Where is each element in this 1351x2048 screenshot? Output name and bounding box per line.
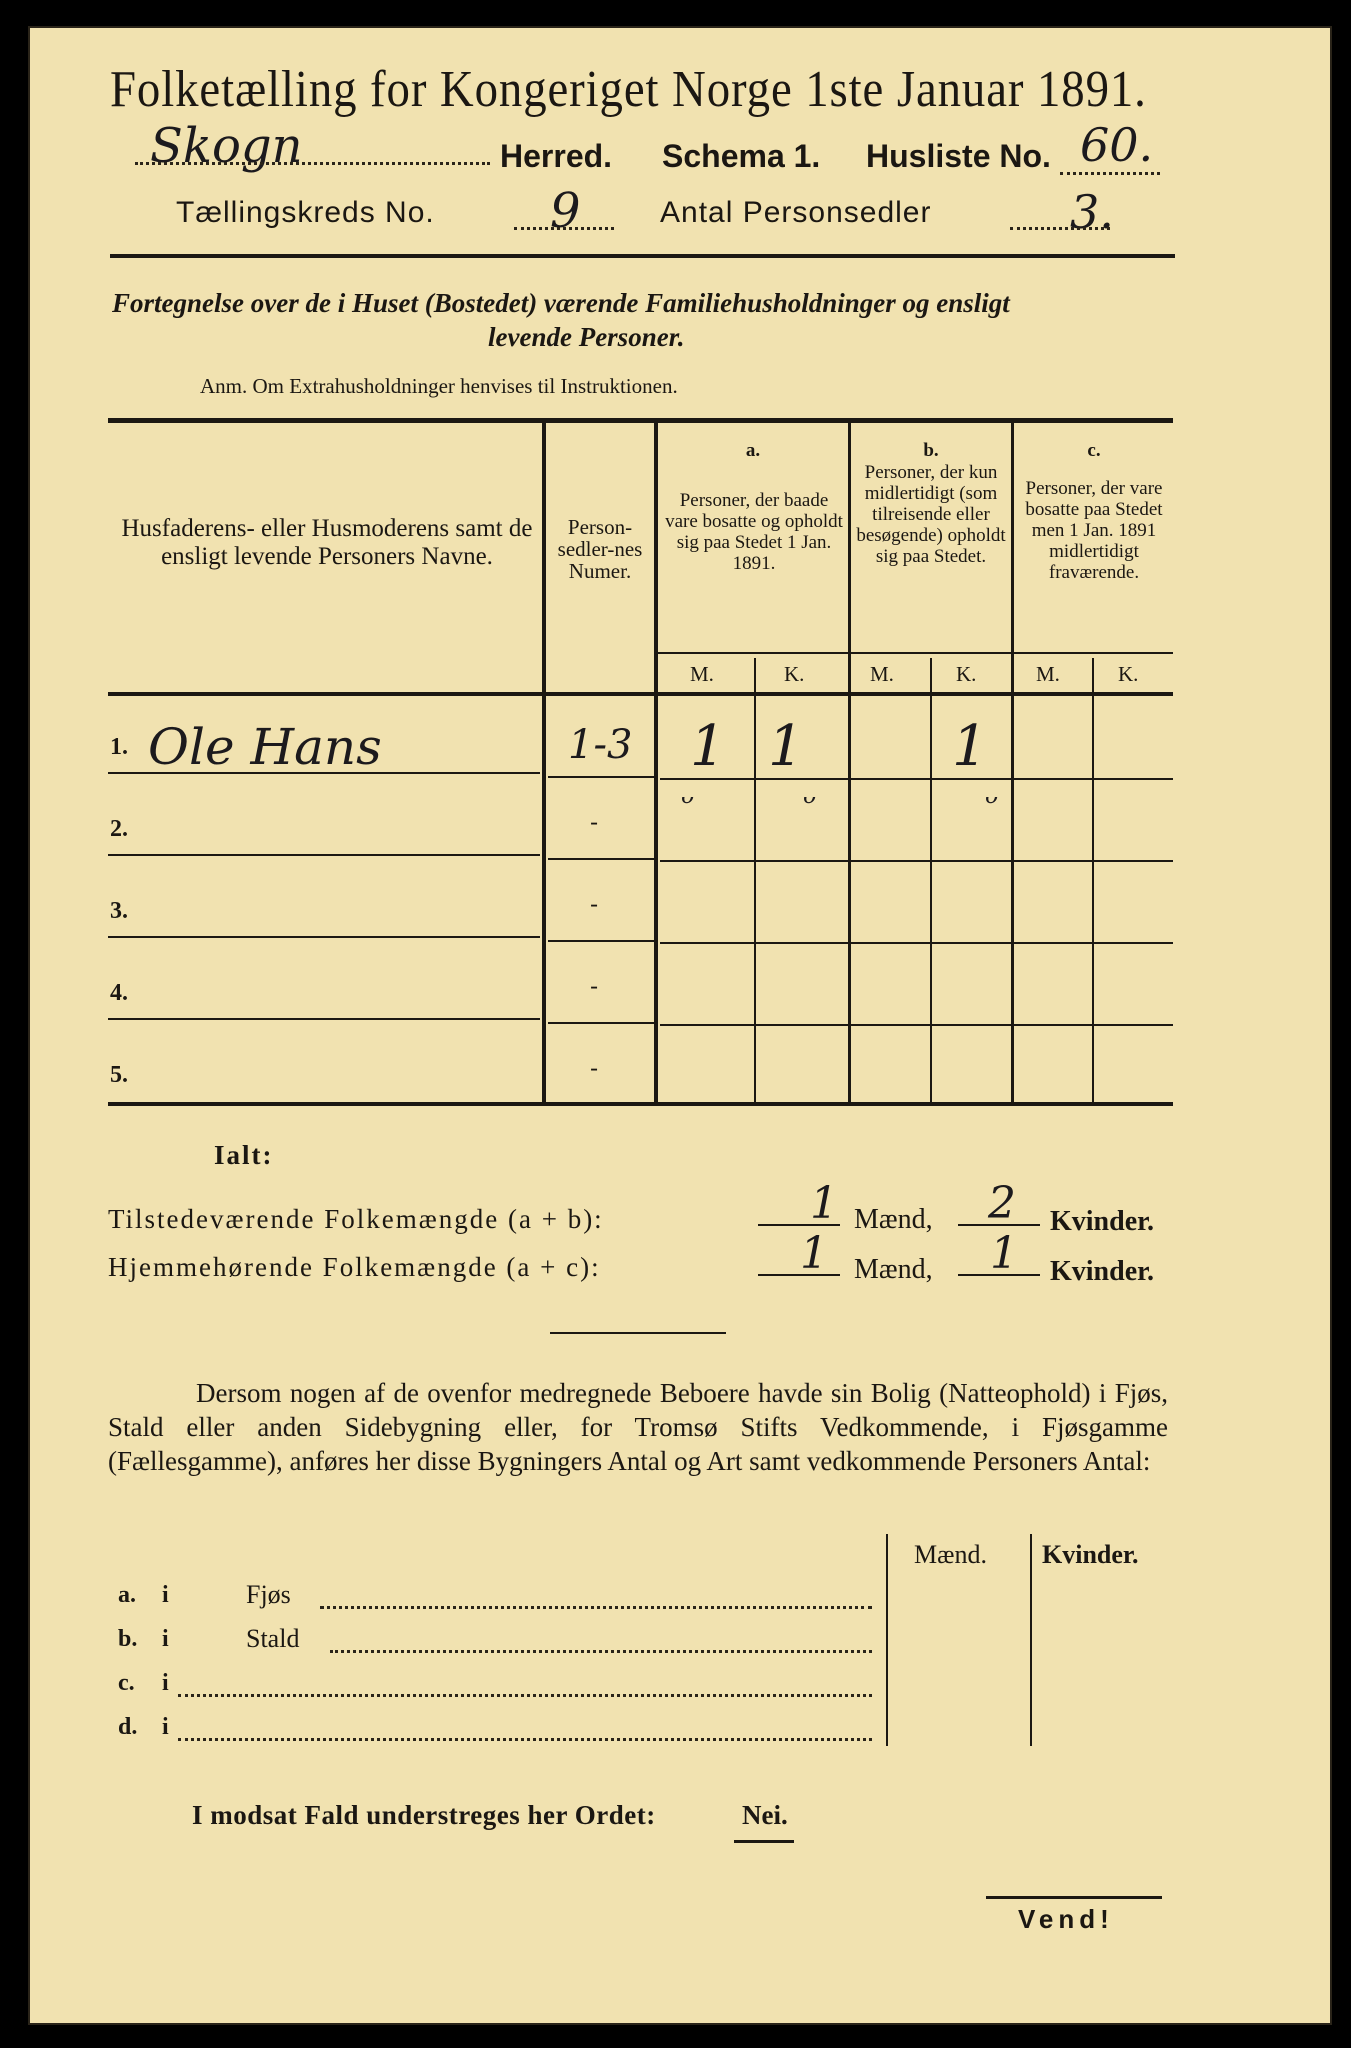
col-b-letter: b. xyxy=(923,440,939,461)
intro-line2: levende Personer. xyxy=(488,322,685,352)
col-c-header: Personer, der vare bosatte paa Stedet men 1 Jan. 1891 midlertidigt fraværende. xyxy=(1025,478,1163,583)
row-number: 4. xyxy=(110,980,128,1006)
col-c-m: M. xyxy=(1036,662,1060,686)
ialt-label: Ialt: xyxy=(214,1140,274,1170)
building-row-i: i xyxy=(162,1714,169,1740)
check-mark: ᴗ xyxy=(802,784,816,809)
col-b-m: M. xyxy=(870,662,894,686)
row-personsedler-num: - xyxy=(590,1054,599,1082)
building-row-dots xyxy=(320,1606,872,1609)
anm-note: Anm. Om Extrahusholdninger henvises til Instruktionen. xyxy=(200,374,678,398)
col-divider-b xyxy=(1011,420,1014,1102)
row-rule xyxy=(108,854,540,856)
row-personsedler-num: 1-3 xyxy=(568,722,633,768)
col-divider-a-mk xyxy=(754,658,756,1102)
row-name: Ole Hans xyxy=(148,718,382,776)
husliste-label: Husliste No. xyxy=(866,138,1051,174)
mk-rule xyxy=(658,652,1173,654)
section-divider xyxy=(550,1332,726,1334)
intro-line1: Fortegnelse over de i Huset (Bostedet) værende Familiehusholdninger og ensligt xyxy=(112,288,1010,318)
row-number: 5. xyxy=(110,1062,128,1088)
check-mark: ᴗ xyxy=(680,784,694,809)
antal-label: Antal Personsedler xyxy=(660,196,932,229)
row-number: 1. xyxy=(110,734,128,760)
row-rule xyxy=(108,1018,540,1020)
row-rule xyxy=(548,776,654,778)
tilstede-maend-value: 1 xyxy=(810,1178,838,1229)
tilstede-label: Tilstedeværende Folkemængde (a + b): xyxy=(108,1204,604,1234)
buildings-paragraph: Dersom nogen af de ovenfor medregnede Beboere havde sin Bolig (Natteophold) i Fjøs, Stald eller anden Sidebygning eller, for Tromsø Stifts Vedkommende, i Fjøsgamme (Fællesgamme), anføres her disse Bygningers Antal og Art samt vedkommende Personers Antal: xyxy=(108,1378,1168,1476)
modsat-text: I modsat Fald understreges her Ordet: xyxy=(192,1800,656,1830)
hjemme-maend-label: Mænd, xyxy=(854,1254,933,1285)
antal-dotline xyxy=(1010,227,1110,230)
building-row-label: Stald xyxy=(246,1624,300,1653)
buildings-kvinder-header: Kvinder. xyxy=(1042,1540,1139,1569)
row1-a-m: 1 xyxy=(690,714,726,779)
husliste-value: 60. xyxy=(1080,118,1154,172)
row1-a-k: 1 xyxy=(768,714,804,779)
building-row-i: i xyxy=(162,1582,169,1608)
col-a-k: K. xyxy=(784,662,805,686)
building-row-dots xyxy=(178,1694,872,1697)
col-divider-c-mk xyxy=(1092,658,1094,1102)
vend-rule xyxy=(986,1896,1162,1899)
row-rule xyxy=(660,942,1173,944)
building-row-i: i xyxy=(162,1670,169,1696)
kreds-value: 9 xyxy=(550,183,581,239)
header-rule xyxy=(110,254,1175,258)
buildings-divider-left xyxy=(886,1534,888,1746)
col-b-k: K. xyxy=(956,662,977,686)
buildings-maend-header: Mænd. xyxy=(914,1540,987,1569)
herred-label: Herred. xyxy=(500,138,613,174)
row-rule xyxy=(660,778,1173,780)
row1-b-k: 1 xyxy=(952,714,988,779)
kreds-dotline xyxy=(514,227,614,230)
building-row-letter: a. xyxy=(118,1582,136,1608)
husliste-dotline xyxy=(1060,172,1160,175)
col-c-letter: c. xyxy=(1087,440,1101,461)
building-row-label: Fjøs xyxy=(246,1580,291,1609)
building-row-dots xyxy=(178,1738,872,1741)
col-divider-b-mk xyxy=(930,658,932,1102)
nei-underline xyxy=(734,1840,794,1843)
hjemme-maend-value: 1 xyxy=(800,1228,828,1279)
row-rule xyxy=(660,860,1173,862)
row-rule xyxy=(548,858,654,860)
hjemme-kvinder-label: Kvinder. xyxy=(1050,1256,1154,1287)
row-personsedler-num: - xyxy=(590,808,599,836)
col-a-letter: a. xyxy=(745,440,761,461)
col-divider-num xyxy=(654,420,658,1102)
col-a-m: M. xyxy=(690,662,714,686)
row-personsedler-num: - xyxy=(590,890,599,918)
tilstede-maend-label: Mænd, xyxy=(854,1204,933,1235)
building-row-letter: c. xyxy=(118,1670,135,1696)
col-divider-name xyxy=(542,420,546,1102)
building-row-letter: d. xyxy=(118,1714,138,1740)
tilstede-kvinder-label: Kvinder. xyxy=(1050,1206,1154,1237)
nei-word: Nei. xyxy=(742,1800,788,1830)
check-mark: ᴗ xyxy=(984,784,998,809)
row-number: 2. xyxy=(110,816,128,842)
schema-label: Schema 1. xyxy=(662,138,821,174)
vend-label: Vend! xyxy=(1018,1904,1114,1934)
building-row-letter: b. xyxy=(118,1626,138,1652)
herred-dotline xyxy=(135,162,490,165)
herred-value: Skogn xyxy=(150,118,303,174)
building-row-dots xyxy=(330,1650,872,1653)
row-number: 3. xyxy=(110,898,128,924)
row-rule xyxy=(660,1024,1173,1026)
table-bottom-rule xyxy=(108,1102,1173,1106)
row-rule xyxy=(108,936,540,938)
row-rule xyxy=(548,1022,654,1024)
hjemme-label: Hjemmehørende Folkemængde (a + c): xyxy=(108,1252,601,1282)
buildings-divider-right xyxy=(1030,1534,1032,1746)
col-name-header: Husfaderens- eller Husmoderens samt de ensligt levende Personers Navne. xyxy=(121,515,533,570)
row-rule xyxy=(548,940,654,942)
hjemme-kvinder-value: 1 xyxy=(990,1228,1018,1279)
col-num-header: Person-sedler-nes Numer. xyxy=(557,515,643,583)
antal-value: 3. xyxy=(1070,185,1114,239)
col-c-k: K. xyxy=(1118,662,1139,686)
col-divider-a xyxy=(848,420,851,1102)
row-personsedler-num: - xyxy=(590,972,599,1000)
kreds-label: Tællingskreds No. xyxy=(176,196,435,229)
col-b-header: Personer, der kun midlertidigt (som tilreisende eller besøgende) opholdt sig paa Stedet. xyxy=(856,462,1006,567)
col-a-header: Personer, der baade vare bosatte og opholdt sig paa Stedet 1 Jan. 1891. xyxy=(665,490,843,574)
building-row-i: i xyxy=(162,1626,169,1652)
form-title: Folketælling for Kongeriget Norge 1ste Januar 1891. xyxy=(110,61,1147,118)
tilstede-kvinder-value: 2 xyxy=(988,1178,1016,1229)
